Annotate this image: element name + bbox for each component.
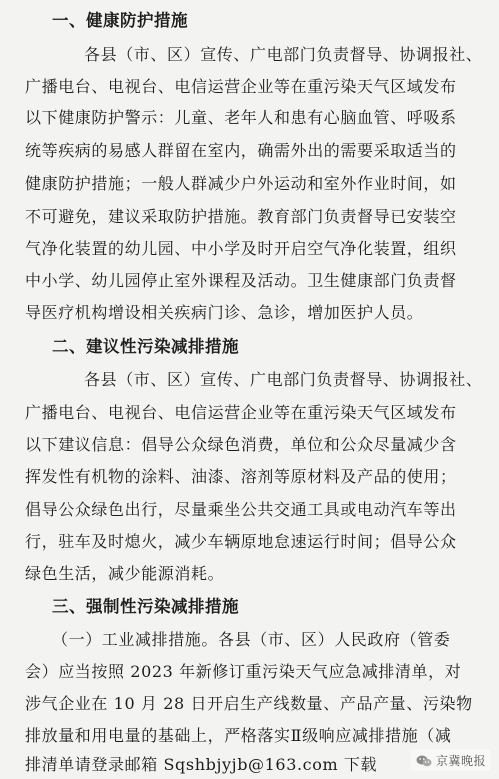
- section-heading-2: 二、建议性污染减排措施: [52, 337, 239, 356]
- paragraph-line: 导医疗机构增设相关疾病门诊、急诊，增加医护人员。: [25, 303, 424, 322]
- watermark: [411, 749, 491, 771]
- paragraph-line: 中小学、幼儿园停止室外课程及活动。卫生健康部门负责督: [25, 271, 457, 290]
- section-heading-1: 一、健康防护措施: [52, 11, 188, 30]
- paragraph-line: 倡导公众绿色出行，尽量乘坐公共交通工具或电动汽车等出: [25, 500, 457, 519]
- paragraph-line: 广播电台、电视台、电信运营企业等在重污染天气区域发布: [25, 77, 457, 96]
- paragraph-line: 不可避免，建议采取防护措施。教育部门负责督导已安装空: [25, 207, 457, 226]
- paragraph-line: 挥发性有机物的涂料、油漆、溶剂等原材料及产品的使用；: [25, 467, 457, 486]
- paragraph-line: （一）工业减排措施。各县（市、区）人民政府（管委: [52, 630, 451, 649]
- paragraph-line: 排放量和用电量的基础上，严格落实Ⅱ级响应减排措施（减: [25, 726, 452, 745]
- paragraph-line: 以下建议信息：倡导公众绿色消费，单位和公众尽量减少含: [25, 435, 457, 454]
- paragraph-line: 广播电台、电视台、电信运营企业等在重污染天气区域发布: [25, 403, 457, 422]
- paragraph-line: 绿色生活，减少能源消耗。: [25, 564, 225, 583]
- paragraph-line: 各县（市、区）宣传、广电部门负责督导、协调报社、: [84, 45, 483, 64]
- paragraph-line: 会）应当按照 2023 年新修订重污染天气应急减排清单，对: [25, 662, 462, 681]
- paragraph-line: 以下健康防护警示：儿童、老年人和患有心脑血管、呼吸系: [25, 108, 457, 127]
- paragraph-line: 气净化装置的幼儿园、中小学及时开启空气净化装置，组织: [25, 239, 457, 258]
- section-heading-3: 三、强制性污染减排措施: [52, 597, 239, 616]
- watermark-text: 京冀晚报: [435, 753, 486, 768]
- paragraph-line: 行，驻车及时熄火，减少车辆原地怠速运行时间；倡导公众: [25, 532, 457, 551]
- paragraph-line: 各县（市、区）宣传、广电部门负责督导、协调报社、: [84, 370, 483, 389]
- wechat-icon: [416, 753, 432, 767]
- paragraph-line: 健康防护措施；一般人群减少户外运动和室外作业时间，如: [25, 174, 457, 193]
- paragraph-line: 排清单请登录邮箱 Sqshbjyjb@163.com 下载: [25, 755, 378, 774]
- paragraph-line: 统等疾病的易感人群留在室内，确需外出的需要采取适当的: [25, 141, 457, 160]
- paragraph-line: 涉气企业在 10 月 28 日开启生产线数量、产品产量、污染物: [25, 694, 473, 713]
